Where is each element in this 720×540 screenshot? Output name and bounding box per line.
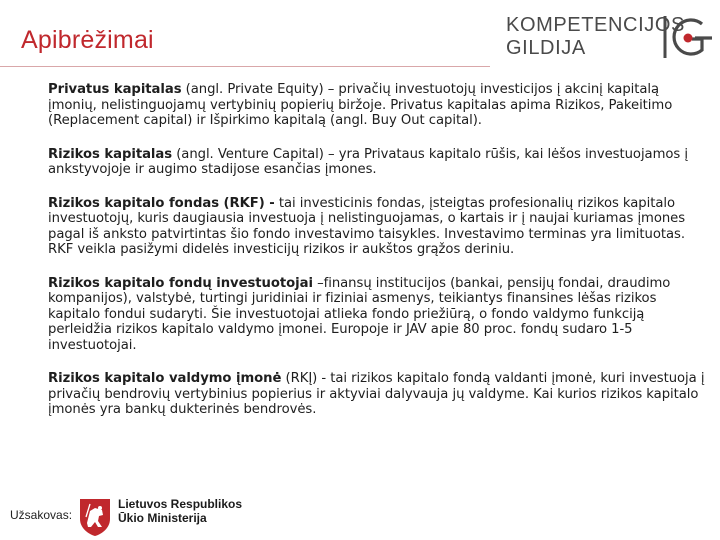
definition-text: (angl. Venture Capital) – yra Privataus kapitalo rūšis, kai lėšos investuojamos į ankstyvojoje ir augimo stadijose esančias įmones. [48, 146, 688, 177]
definition-term: Rizikos kapitalo valdymo įmonė [48, 371, 282, 386]
logo-text-line1: KOMPETENCIJOS [506, 14, 685, 36]
logo-mark-icon [662, 12, 714, 62]
definition-term: Privatus kapitalas [48, 82, 182, 97]
definition-text: (RKĮ) - tai rizikos kapitalo fondą valdanti įmonė, kuri investuoja į privačių bendrovių vertybinius popierius ir aktyviai dalyvauja jų valdyme. Kai kurios rizikos kapitalo įmonės yra bankų dukterinės bendrovės. [48, 371, 705, 417]
definitions-list [48, 82, 708, 418]
definition-management-company [48, 371, 708, 418]
definition-term: Rizikos kapitalas [48, 146, 173, 162]
definition-text: tai investicinis fondas, įsteigtas profesionalių rizikos kapitalo investuotojų, kuris daugiausia investuoja į nelistinguojamas, o kartais ir į naujai kuriamas įmones pagal iš anksto patvirtintas šio fondo investavimo taisykles. Investavimo terminas yra limituotas. RKF veikla pasižymi didelės investicijų rizikos ir aukštos grąžos deriniu. [48, 195, 686, 257]
ministry-name-line1: Lietuvos Respublikos [118, 497, 243, 511]
definition-term: Rizikos kapitalo fondų investuotojai [48, 275, 313, 291]
kompetencijos-gildija-logo [498, 10, 720, 65]
logo-text-line2: GILDIJA [506, 37, 586, 59]
definition-venture-capital [48, 147, 708, 178]
sponsor-label: Užsakovas: [10, 508, 73, 522]
definition-term: Rizikos kapitalo fondas (RKF) - [48, 195, 275, 211]
footer [10, 497, 270, 537]
ministry-name [118, 498, 242, 525]
definition-text: –finansų institucijos (bankai, pensijų fondai, draudimo kompanijos), valstybė, turtingi juridiniai ir fiziniai asmenys, teikiantys finansines lėšas rizikos kapitalo fondui sudaryti. Šie investuotojai atlieka fondo priežiūrą, o fondo valdymo funkciją perleidžia rizikos kapitalo valdymo įmonei. Europoje ir JAV apie 80 proc. fondų sudaro 1-5 investuotojai. [48, 275, 671, 353]
definition-fund-investors [48, 276, 708, 354]
slide-title: Apibrėžimai [21, 26, 154, 54]
definition-venture-fund [48, 196, 708, 258]
ministry-name-line2: Ūkio Ministerija [118, 510, 207, 525]
definition-private-equity [48, 82, 708, 129]
title-divider [0, 66, 490, 67]
coat-of-arms-icon [78, 497, 112, 537]
definition-text: (angl. Private Equity) – privačių investuotojų investicijos į akcinį kapitalą įmonių, nelistinguojamų vertybinių popierių biržoje. Privatus kapitalas apima Rizikos, Pakeitimo (Replacement capital) ir Išpirkimo kapitalą (angl. Buy Out capital). [48, 82, 673, 128]
